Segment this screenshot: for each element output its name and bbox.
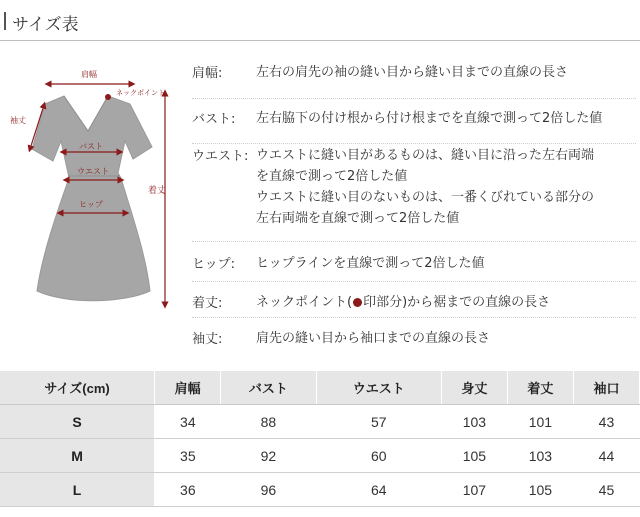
definition-text: 左右両端を直線で測って2倍した値 [256, 211, 460, 226]
definition-shoulder [192, 62, 636, 99]
table-cell: 103 [441, 405, 507, 439]
neck-point-dot-icon [353, 298, 362, 307]
definition-term: バスト: [192, 112, 236, 127]
table-cell: 107 [441, 473, 507, 507]
shoulder-label: 肩幅 [81, 70, 97, 79]
size-table [0, 371, 640, 507]
definition-text: 肩先の縫い目から袖口までの直線の長さ [256, 331, 491, 346]
definition-text: ウエストに縫い目があるものは、縫い目に沿った左右両端 [256, 148, 595, 163]
table-cell: 36 [155, 473, 221, 507]
bust-label: バスト [79, 142, 103, 151]
definition-bust [192, 99, 636, 144]
definition-text: ウエストに縫い目のないものは、一番くびれている部分の [256, 190, 595, 205]
size-table-header: 肩幅 [155, 371, 221, 405]
definition-text: 左右の肩先の袖の縫い目から縫い目までの直線の長さ [256, 65, 569, 80]
table-cell: 43 [573, 405, 639, 439]
definition-text: ヒップラインを直線で測って2倍した値 [256, 256, 485, 271]
size-table-header: 袖口 [573, 371, 639, 405]
table-cell: 44 [573, 439, 639, 473]
definition-sleeve [192, 318, 636, 354]
size-table-header: ウエスト [316, 371, 441, 405]
measurement-definitions [192, 62, 636, 354]
table-cell: 64 [316, 473, 441, 507]
table-cell: 103 [507, 439, 573, 473]
table-cell: 88 [221, 405, 317, 439]
neck-point-label: ネックポイント [116, 89, 165, 97]
length-label: 着丈 [148, 186, 167, 196]
table-cell: 35 [155, 439, 221, 473]
header-divider [0, 40, 640, 41]
dress-measurement-diagram [0, 55, 185, 330]
waist-label: ウエスト [77, 167, 109, 176]
size-table-header: 着丈 [507, 371, 573, 405]
table-cell: 101 [507, 405, 573, 439]
table-row [0, 405, 640, 439]
size-cell: L [0, 473, 155, 507]
definition-term: 肩幅: [192, 66, 223, 81]
definition-text: を直線で測って2倍した値 [256, 169, 408, 184]
table-cell: 60 [316, 439, 441, 473]
size-table-header-row [0, 371, 640, 405]
table-row [0, 439, 640, 473]
size-table-header: バスト [221, 371, 317, 405]
definition-term: 着丈: [192, 296, 223, 311]
definition-hip [192, 242, 636, 282]
definition-text: 左右脇下の付け根から付け根までを直線で測って2倍した値 [256, 111, 603, 126]
table-cell: 45 [573, 473, 639, 507]
dress-silhouette [32, 96, 152, 301]
table-cell: 92 [221, 439, 317, 473]
hip-label: ヒップ [79, 200, 103, 209]
definition-term: ヒップ: [192, 257, 235, 272]
definition-term: ウエスト: [192, 149, 249, 164]
definition-text: ネックポイント( 印部分)から裾までの直線の長さ [256, 295, 551, 310]
size-cell: S [0, 405, 155, 439]
table-cell: 57 [316, 405, 441, 439]
table-cell: 96 [221, 473, 317, 507]
size-table-header: サイズ(cm) [0, 371, 155, 405]
sleeve-label: 袖丈 [10, 116, 26, 125]
page-header [0, 0, 640, 40]
table-cell: 105 [441, 439, 507, 473]
size-table-header: 身丈 [441, 371, 507, 405]
definition-term: 袖丈: [192, 332, 223, 347]
table-cell: 34 [155, 405, 221, 439]
neck-point-marker [105, 94, 111, 100]
definition-waist [192, 144, 636, 242]
title-accent-bar [4, 12, 6, 30]
table-row [0, 473, 640, 507]
definition-length [192, 282, 636, 318]
table-cell: 105 [507, 473, 573, 507]
size-cell: M [0, 439, 155, 473]
page-title: サイズ表 [12, 15, 79, 35]
